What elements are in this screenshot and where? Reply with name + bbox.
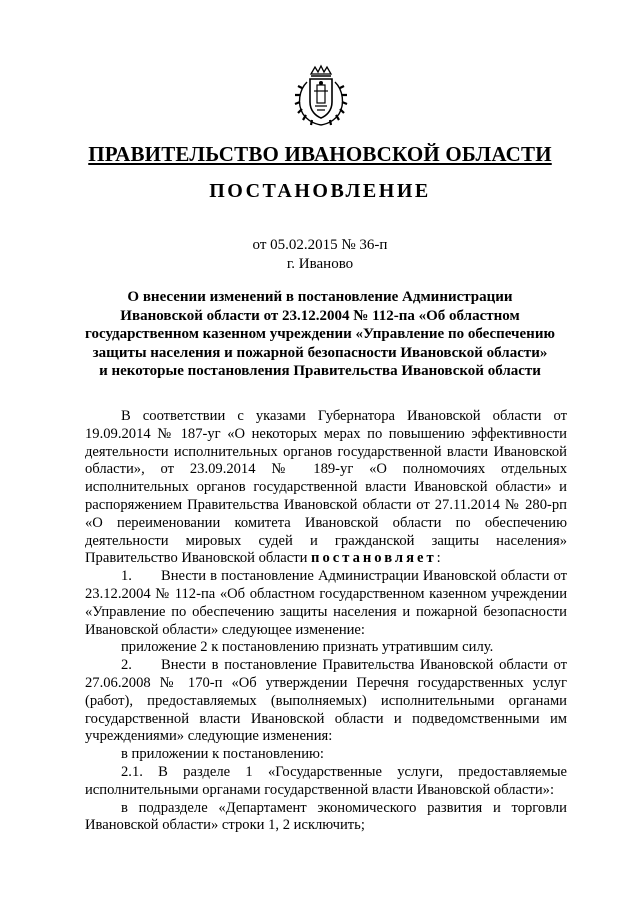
paragraph-item-1-change: приложение 2 к постановлению признать утратившим силу. (121, 639, 494, 656)
preamble-end: : (436, 550, 441, 567)
coat-of-arms-icon (293, 64, 349, 128)
subject-line-4: защиты населения и пожарной безопасности Ивановской области» (92, 344, 548, 361)
preamble-text: В соответствии с указами Губернатора Ивановской области от 19.09.2014 № 187-уг «О некоторых мерах по повышению эффективности деятельности исполнительных органов государственной власти Ивановской области», от 23.09.2014 № 189-уг «О полномочиях отдельных исполнительных органов государственной власти Ивановской области» и распоряжением Правительства Ивановской области от 27.11.2014 № 280-рп «О переименовании комитета Ивановской области по обеспечению деятельности мировых судей и гражданской защиты населения» Правительство Ивановской области (85, 408, 567, 567)
paragraph-preamble (85, 408, 567, 568)
city: г. Иваново (286, 256, 354, 272)
paragraph-item-1 (85, 568, 567, 639)
paragraph-section-2-1: 2.1. В разделе 1 «Государственные услуги, предоставляемые исполнительными органами государственной власти Ивановской области»: (85, 763, 567, 798)
document-body (85, 408, 567, 835)
item-number: 2. (121, 657, 132, 674)
item-text: Внести в постановление Правительства Ивановской области от 27.06.2008 № 170-п «Об утверждении Перечня государственных услуг (работ), предоставляемых (выполняемых) исполнительными органами государственной власти Ивановской области и подведомственными им учреждениями» следующие изменения: (85, 657, 567, 745)
paragraph-annex: в приложении к постановлению: (121, 746, 324, 763)
government-title: ПРАВИТЕЛЬСТВО ИВАНОВСКОЙ ОБЛАСТИ (88, 142, 552, 166)
paragraph-subsection: в подразделе «Департамент экономического развития и торговли Ивановской области» строки 1, 2 исключить; (85, 799, 567, 834)
item-number: 1. (121, 568, 132, 585)
document-subject (70, 288, 570, 381)
date-number: от 05.02.2015 № 36-п (252, 237, 388, 253)
item-text: Внести в постановление Администрации Ивановской области от 23.12.2004 № 112-па «Об областном государственном казенном учреждении «Управление по обеспечению защиты населения и пожарной безопасности Ивановской области» следующее изменение: (85, 568, 567, 638)
date-block (60, 236, 580, 274)
subject-line-5: и некоторые постановления Правительства Ивановской области (99, 363, 541, 379)
document-type: ПОСТАНОВЛЕНИЕ (209, 180, 431, 202)
resolves-word: постановляет (311, 550, 437, 567)
subject-line-3: государственном казенном учреждении «Управление по обеспечению (85, 326, 555, 342)
paragraph-item-2 (85, 657, 567, 746)
subject-line-1: О внесении изменений в постановление Администрации (127, 289, 513, 305)
subject-line-2: Ивановской области от 23.12.2004 № 112-па «Об областном (120, 307, 520, 324)
